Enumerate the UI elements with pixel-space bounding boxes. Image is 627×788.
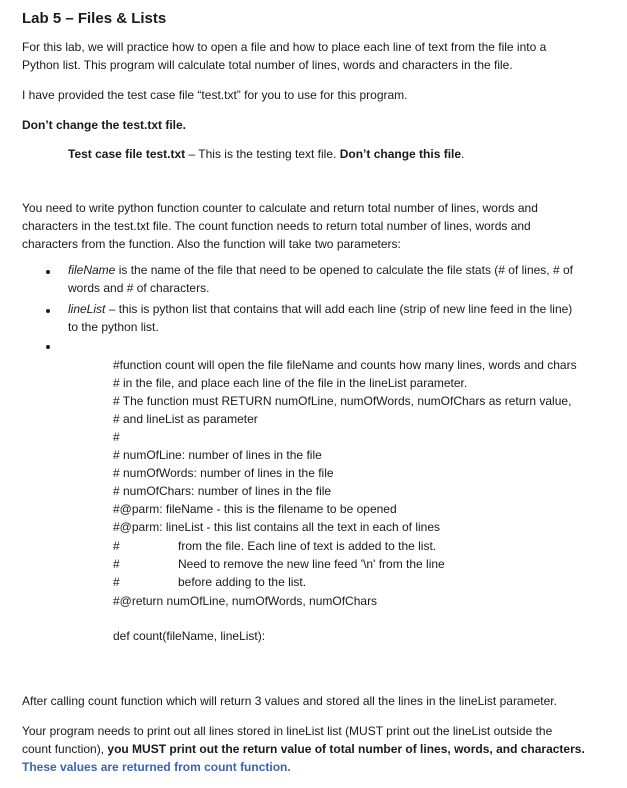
testcase-desc: – This is the testing text file. bbox=[185, 147, 340, 161]
intro-line-2: Python list. This program will calculate total number of lines, words and characters in the file. bbox=[22, 58, 513, 72]
bullet-dot-empty bbox=[46, 345, 50, 349]
page-title: Lab 5 – Files & Lists bbox=[22, 10, 167, 27]
code-comment: # numOfWords: number of lines in the file bbox=[113, 466, 334, 480]
code-comment: #@parm: lineList - this list contains all the text in each of lines bbox=[113, 520, 440, 534]
bullet-filename-line-1 bbox=[68, 262, 573, 280]
bullet-filename-desc: is the name of the file that need to be opened to calculate the file stats (# of lines, # of bbox=[115, 263, 573, 277]
code-def-line: def count(fileName, lineList): bbox=[113, 629, 266, 643]
code-comment: # numOfLine: number of lines in the file bbox=[113, 448, 322, 462]
task-line-3: characters from the function. Also the function will take two parameters: bbox=[22, 237, 401, 251]
code-comment-text: from the file. Each line of text is added to the list. bbox=[178, 539, 437, 553]
final-line-3: These values are returned from count function. bbox=[22, 760, 291, 774]
code-comment: # The function must RETURN numOfLine, numOfWords, numOfChars as return value, bbox=[113, 394, 572, 408]
final-line-2 bbox=[22, 741, 585, 759]
code-comment-hash: # bbox=[113, 575, 120, 589]
task-line-1: You need to write python function counter to calculate and return total number of lines, words and bbox=[22, 201, 538, 215]
final-line-1: Your program needs to print out all lines stored in lineList list (MUST print out the lineList outside the bbox=[22, 724, 553, 738]
code-comment-text: before adding to the list. bbox=[178, 575, 307, 589]
code-comment: #@parm: fileName - this is the filename to be opened bbox=[113, 502, 397, 516]
bullet-linelist-line-2: to the python list. bbox=[68, 320, 159, 334]
provided-text: I have provided the test case file “test.txt” for you to use for this program. bbox=[22, 88, 408, 102]
final-line-2-bold: you MUST print out the return value of total number of lines, words, and characters. bbox=[107, 742, 585, 756]
code-comment: # numOfChars: number of lines in the file bbox=[113, 484, 332, 498]
code-comment-hash: # bbox=[113, 539, 120, 553]
code-comment-hash: # bbox=[113, 557, 120, 571]
task-line-2: characters in the test.txt file. The count function needs to return total number of lines, words and bbox=[22, 219, 531, 233]
testcase-warning: Don’t change this file bbox=[339, 147, 462, 161]
dont-change-warning: Don’t change the test.txt file. bbox=[22, 118, 187, 132]
bullet-filename-line-2: words and # of characters. bbox=[68, 281, 210, 295]
bullet-linelist-line-1 bbox=[68, 301, 572, 319]
code-comment: # bbox=[113, 430, 120, 444]
intro-line-1: For this lab, we will practice how to open a file and how to place each line of text from the file into a bbox=[22, 40, 547, 54]
code-comment: # and lineList as parameter bbox=[113, 412, 258, 426]
testcase-end: . bbox=[461, 147, 465, 161]
testcase-label: Test case file test.txt bbox=[68, 147, 186, 161]
code-return-comment: #@return numOfLine, numOfWords, numOfChars bbox=[113, 594, 378, 608]
code-comment: # in the file, and place each line of the file in the lineList parameter. bbox=[113, 376, 468, 390]
bullet-linelist-desc: – this is python list that contains that will add each line (strip of new line feed in the line) bbox=[105, 302, 573, 316]
code-comment: #function count will open the file fileName and counts how many lines, words and chars bbox=[113, 358, 577, 372]
bullet-dot bbox=[46, 270, 50, 274]
bullet-filename-term: fileName bbox=[68, 263, 116, 277]
testcase-line bbox=[68, 146, 464, 164]
final-line-2-normal: count function), bbox=[22, 742, 108, 756]
bullet-dot bbox=[46, 309, 50, 313]
code-comment-text: Need to remove the new line feed '\n' from the line bbox=[178, 557, 445, 571]
bullet-linelist-term: lineList bbox=[68, 302, 106, 316]
after-text: After calling count function which will return 3 values and stored all the lines in the lineList parameter. bbox=[22, 694, 557, 708]
